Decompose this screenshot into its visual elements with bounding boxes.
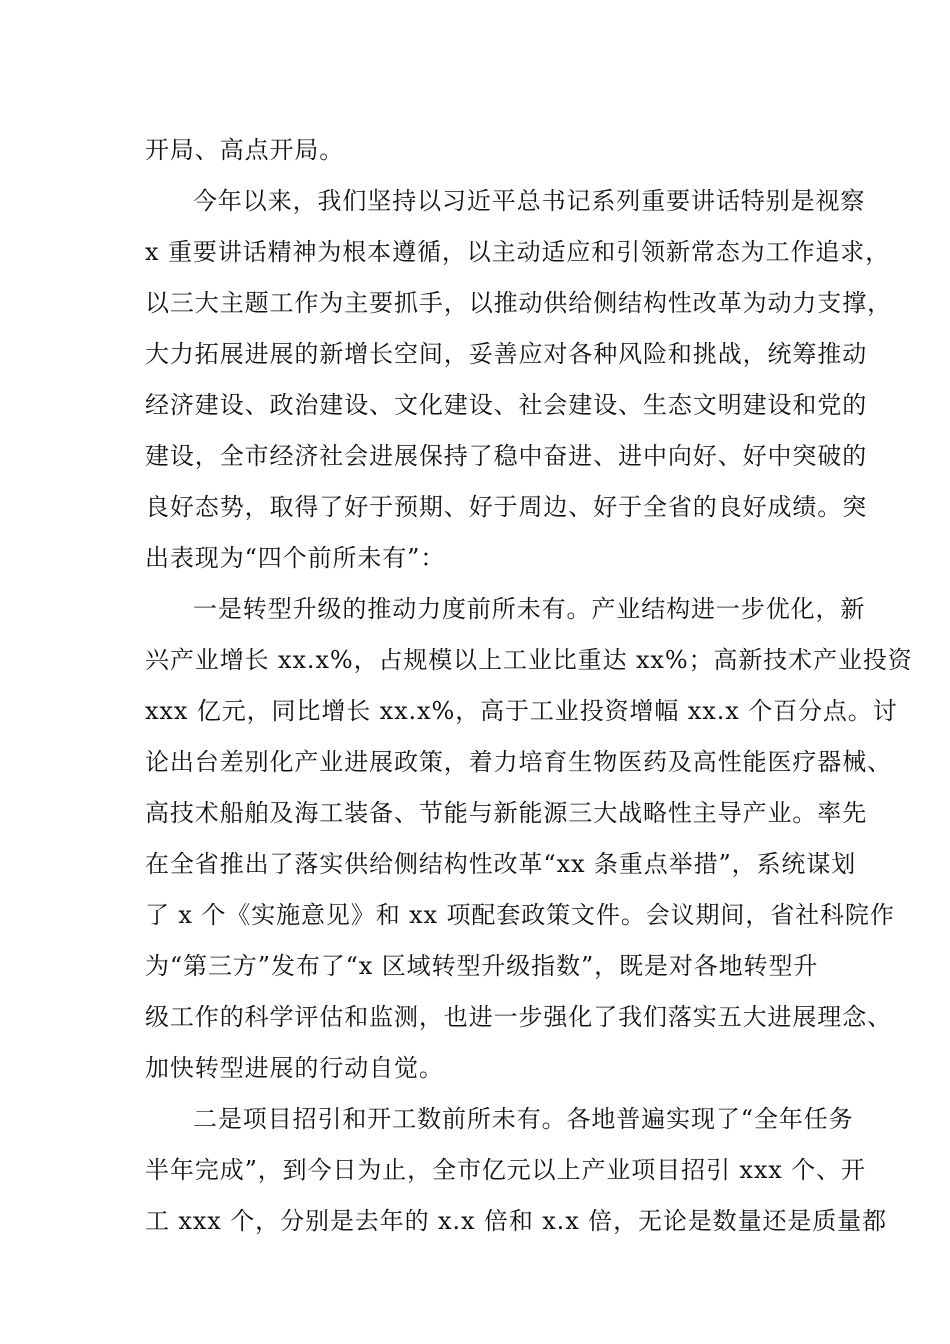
paragraph-first-line: 今年以来，我们坚持以习近平总书记系列重要讲话特别是视察 bbox=[193, 187, 866, 215]
text-line: 良好态势，取得了好于预期、好于周边、好于全省的良好成绩。突 bbox=[145, 493, 868, 521]
text-line: 半年完成”，到今日为止，全市亿元以上产业项目招引 xxx 个、开 bbox=[145, 1156, 866, 1184]
text-line: 经济建设、政治建设、文化建设、社会建设、生态文明建设和党的 bbox=[145, 391, 868, 419]
text-line: 开局、高点开局。 bbox=[145, 136, 345, 164]
text-line: 加快转型进展的行动自觉。 bbox=[145, 1054, 444, 1082]
text-line: x 重要讲话精神为根本遵循，以主动适应和引领新常态为工作追求， bbox=[145, 238, 891, 266]
paragraph-first-line: 一是转型升级的推动力度前所未有。产业结构进一步优化，新 bbox=[193, 595, 866, 623]
paragraph-first-line: 二是项目招引和开工数前所未有。各地普遍实现了“全年任务 bbox=[193, 1105, 854, 1133]
text-line: 论出台差别化产业进展政策，着力培育生物医药及高性能医疗器械、 bbox=[145, 748, 892, 776]
text-line: 出表现为“四个前所未有”： bbox=[145, 544, 446, 572]
text-line: 大力拓展进展的新增长空间，妥善应对各种风险和挑战，统筹推动 bbox=[145, 340, 868, 368]
text-line: 建设，全市经济社会进展保持了稳中奋进、进中向好、好中突破的 bbox=[145, 442, 868, 470]
text-line: 级工作的科学评估和监测，也进一步强化了我们落实五大进展理念、 bbox=[145, 1003, 892, 1031]
text-line: 了 x 个《实施意见》和 xx 项配套政策文件。会议期间，省社科院作 bbox=[145, 901, 895, 929]
text-line: 工 xxx 个，分别是去年的 x.x 倍和 x.x 倍，无论是数量还是质量都 bbox=[145, 1207, 887, 1235]
text-line: 高技术船舶及海工装备、节能与新能源三大战略性主导产业。率先 bbox=[145, 799, 868, 827]
text-line: 在全省推出了落实供给侧结构性改革“xx 条重点举措”，系统谋划 bbox=[145, 850, 857, 878]
text-line: 为“第三方”发布了“x 区域转型升级指数”，既是对各地转型升 bbox=[145, 952, 819, 980]
text-line: 兴产业增长 xx.x%，占规模以上工业比重达 xx%；高新技术产业投资 bbox=[145, 646, 913, 674]
text-line: xxx 亿元，同比增长 xx.x%，高于工业投资增幅 xx.x 个百分点。讨 bbox=[145, 697, 898, 725]
text-line: 以三大主题工作为主要抓手，以推动供给侧结构性改革为动力支撑， bbox=[145, 289, 892, 317]
